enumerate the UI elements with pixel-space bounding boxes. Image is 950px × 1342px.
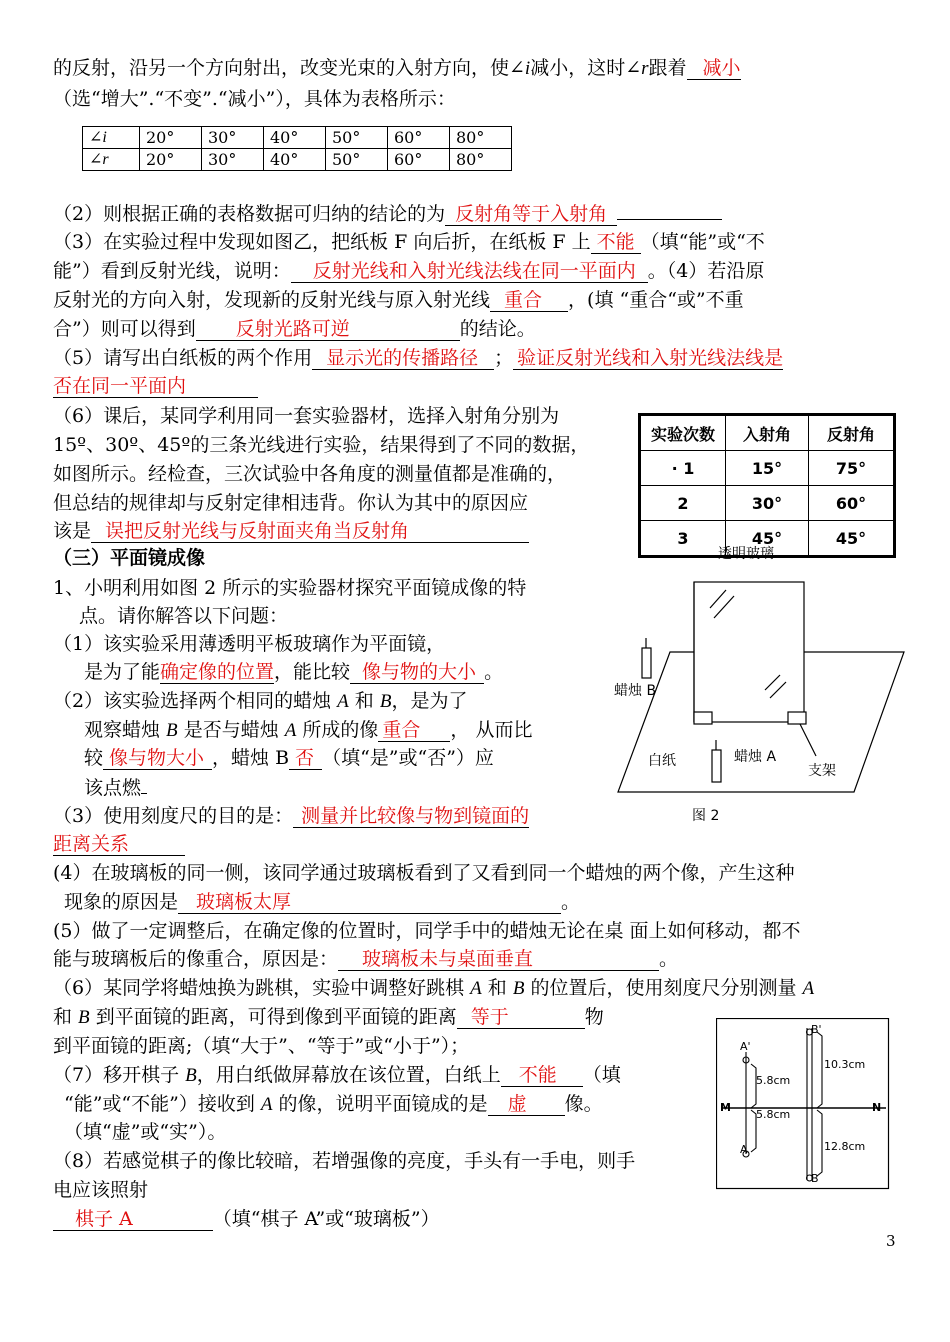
p1-q5: (5）做了一定调整后，在确定像的位置时，同学手中的蜡烛无论在桌 面上如何移动，都不 [53, 920, 801, 942]
label-a-prime: A' [740, 1040, 751, 1053]
p1-q2-line: 观察蜡烛 B 是否与蜡烛 A 所成的像 重合 ， 从而比 [84, 719, 533, 741]
question-6-line: 15º、30º、45º的三条光线进行实验，结果得到了不同的数据， [53, 434, 590, 456]
question-6-line: 该是 误把反射光线与反射面夹角当反射角 [53, 518, 529, 544]
p1-q3: （3）使用刻度尺的目的是： 测量并比较像与物到镜面的 [53, 805, 530, 827]
p1-q7-line: “能”或“不能”）接收到 A 的像，说明平面镜成的是 虚 像。 [64, 1093, 603, 1115]
label-m: M [720, 1101, 731, 1114]
p1-q1-line: 是为了能确定像的位置，能比较 像与物的大小 。 [84, 661, 504, 683]
p1-q7: （7）移开棋子 B，用白纸做屏幕放在该位置，白纸上 不能 （填 [53, 1064, 621, 1086]
section-heading: （三）平面镜成像 [53, 547, 206, 569]
question-4-cont: 合”）则可以得到 反射光路可逆 的结论。 [53, 318, 536, 340]
angle-table [82, 126, 512, 171]
stand-pointer [800, 724, 816, 756]
p1-q8: （8）若感觉棋子的像比较暗，若增强像的亮度，手头有一手电，则手 [53, 1150, 636, 1172]
page-number: 3 [886, 1232, 896, 1250]
p1-q6-line: 和 B 到平面镜的距离，可得到像到平面镜的距离 等于 物 [53, 1006, 604, 1028]
label-paper: 白纸 [648, 753, 676, 769]
label-n: N [872, 1101, 882, 1114]
label-candle-a: 蜡烛 A [734, 749, 777, 765]
label-stand: 支架 [808, 763, 836, 779]
answer-blank: 减小 [687, 57, 741, 80]
table-row: 2 30° 60° [640, 486, 895, 521]
candle-b [642, 648, 651, 678]
question-5: （5）请写出白纸板的两个作用 显示光的传播路径 ； 验证反射光线和入射光线法线是 [53, 347, 784, 369]
p1-q5-line: 能与玻璃板后的像重合，原因是： 玻璃板未与桌面垂直 。 [53, 948, 679, 970]
p1-q8-line: 棋子 A （填“棋子 A”或“玻璃板”） [53, 1206, 440, 1232]
table-row: ∠i 20° 30° 40° 50° 60° 80° [83, 127, 512, 149]
p1-q6: （6）某同学将蜡烛换为跳棋，实验中调整好跳棋 A 和 B 的位置后，使用刻度尺分别测量 A [53, 977, 815, 999]
candle-a [712, 750, 721, 782]
table-row: · 1 15° 75° [640, 451, 895, 486]
label-distance: 5.8cm [756, 1108, 791, 1121]
p1-q2: （2）该实验选择两个相同的蜡烛 A 和 B，是为了 [53, 690, 468, 712]
label-distance: 10.3cm [824, 1058, 866, 1071]
p1-q3-line: 距离关系 [53, 831, 185, 857]
label-a: A [740, 1143, 748, 1156]
question-3-cont: 能”）看到反射光线，说明： 反射光线和入射光线法线在同一平面内 。（4）若沿原 [53, 260, 765, 282]
p1-q4: (4）在玻璃板的同一侧，该同学通过玻璃板看到了又看到同一个蜡烛的两个像，产生这种 [53, 862, 795, 884]
experiment-table [638, 413, 896, 558]
p1-q2-line: 较 像与物大小 ，蜡烛 B 否 （填“是”或“否”）应 [84, 747, 494, 769]
stand-left [694, 712, 712, 724]
label-distance: 12.8cm [824, 1140, 866, 1153]
question-3: （3）在实验过程中发现如图乙，把纸板 F 向后折，在纸板 F 上 不能 （填“能”或“不 [53, 231, 765, 253]
p1-q2-line: 该点燃 [84, 773, 147, 801]
label-candle-b: 蜡烛 B [614, 683, 657, 699]
p1-q1: （1）该实验采用薄透明平板玻璃作为平面镜， [53, 633, 446, 655]
label-distance: 5.8cm [756, 1074, 791, 1087]
p1-q4-line: 现象的原因是 玻璃板太厚 。 [64, 891, 581, 913]
figure-label: 透明玻璃 [718, 546, 774, 562]
question-2: （2）则根据正确的表格数据可归纳的结论的为 反射角等于入射角 [53, 199, 722, 227]
figure-caption: 图 2 [692, 808, 720, 824]
table-row: ∠r 20° 30° 40° 50° 60° 80° [83, 149, 512, 171]
label-b: B [811, 1172, 819, 1185]
question-6-line: 但总结的规律却与反射定律相违背。你认为其中的原因应 [53, 492, 529, 514]
p1-q7-line: （填“虚”或“实”）。 [64, 1121, 227, 1143]
stand-right [788, 712, 806, 724]
table-row: 3 45° 45° [640, 521, 895, 557]
question-5-cont: 否在同一平面内 [53, 373, 258, 399]
label-b-prime: B' [811, 1023, 822, 1036]
problem-1-line: 点。请你解答以下问题： [79, 605, 289, 627]
p1-q6-line: 到平面镜的距离;（填“大于”、“等于”或“小于”）； [53, 1035, 470, 1057]
table-row: 实验次数 入射角 反射角 [640, 415, 895, 451]
question-6-line: 如图所示。经检查，三次试验中各角度的测量值都是准确的， [53, 463, 567, 485]
question-6: （6）课后，某同学利用同一套实验器材，选择入射角分别为 [53, 405, 560, 427]
text-line: 的反射，沿另一个方向射出，改变光束的入射方向，使∠i减小，这时∠r跟着 减小 [53, 57, 741, 79]
p1-q8-line: 电应该照射 [53, 1179, 149, 1201]
text-line: （选“增大”.“不变”.“减小”），具体为表格所示： [53, 88, 456, 110]
glass-pane [694, 582, 804, 722]
question-4: 反射光的方向入射，发现新的反射光线与原入射光线 重合 ，(填 “重合“或”不重 [53, 289, 744, 311]
problem-1: 1、小明利用如图 2 所示的实验器材探究平面镜成像的特 [53, 577, 527, 599]
